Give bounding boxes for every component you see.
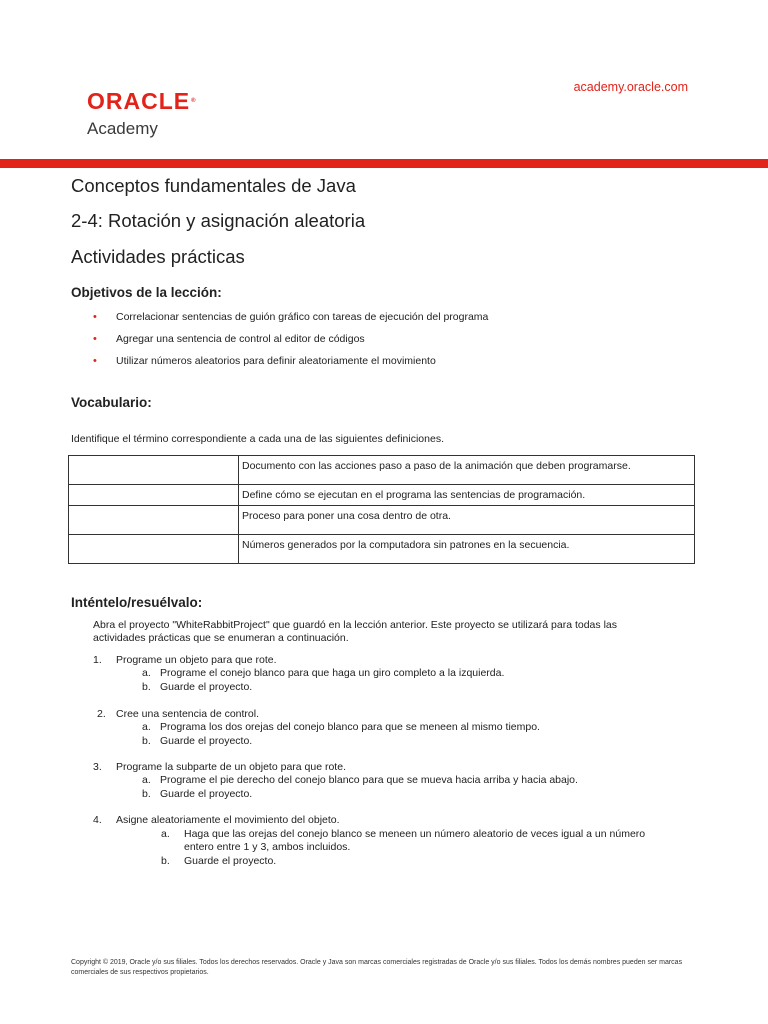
term-cell[interactable]	[69, 485, 239, 506]
task-text: Asigne aleatoriamente el movimiento del objeto.	[116, 814, 340, 826]
vocabulary-intro: Identifique el término correspondiente a cada una de las siguientes definiciones.	[71, 433, 444, 445]
objectives-list	[93, 311, 488, 377]
logo-word: ORACLE®	[87, 88, 197, 114]
subtask-text: Haga que las orejas del conejo blanco se meneen un número aleatorio de veces igual a un número	[184, 828, 646, 840]
subtask-label: b.	[142, 788, 151, 800]
subtask-label: a.	[142, 667, 151, 679]
subtask-text: Programe el conejo blanco para que haga un giro completo a la izquierda.	[160, 667, 505, 679]
subtask-text: Programe el pie derecho del conejo blanco para que se mueva hacia arriba y hacia abajo.	[160, 774, 578, 786]
table-row	[69, 456, 695, 485]
task-number: 3.	[93, 761, 102, 773]
subtask-text: Guarde el proyecto.	[160, 788, 253, 800]
subtask-text-continued: entero entre 1 y 3, ambos incluidos.	[184, 841, 351, 853]
definition-cell: Documento con las acciones paso a paso de la animación que deben programarse.	[239, 456, 695, 485]
subtask-label: a.	[142, 721, 151, 733]
subtask-label: a.	[161, 828, 170, 840]
table-row	[69, 485, 695, 506]
subtask-label: a.	[142, 774, 151, 786]
task-text: Programe un objeto para que rote.	[116, 654, 277, 666]
table-row	[69, 506, 695, 535]
list-item: • Correlacionar sentencias de guión gráfico con tareas de ejecución del programa	[93, 311, 489, 323]
copyright-footer: Copyright © 2019, Oracle y/o sus filiales. Todos los derechos reservados. Oracle y Java son marcas comerciales registradas de Oracle y/o sus filiales. Todos los demás nombres pueden ser marcas comerciales de sus respectivos propietarios.	[71, 959, 683, 976]
bullet-icon: •	[93, 333, 97, 345]
subtask-text: Guarde el proyecto.	[160, 735, 253, 747]
task-number: 1.	[93, 654, 102, 666]
oracle-academy-logo	[87, 88, 197, 139]
objectives-heading: Objetivos de la lección:	[71, 285, 222, 300]
lesson-title: 2-4: Rotación y asignación aleatoria	[71, 210, 366, 231]
task-text: Cree una sentencia de control.	[116, 708, 260, 720]
term-cell[interactable]	[69, 456, 239, 485]
subtask-label: b.	[161, 855, 170, 867]
list-item: • Utilizar números aleatorios para definir aleatoriamente el movimiento	[93, 355, 436, 367]
header-divider	[0, 159, 768, 168]
subtask-label: b.	[142, 735, 151, 747]
list-item: • Agregar una sentencia de control al editor de códigos	[93, 333, 365, 345]
activity-title: Actividades prácticas	[71, 246, 245, 267]
try-it-intro: Abra el proyecto "WhiteRabbitProject" que guardó en la lección anterior. Este proyecto se utilizará para todas las actividades prácticas que se enumeran a continuación.	[93, 619, 617, 644]
subtask-text: Programa los dos orejas del conejo blanco para que se meneen al mismo tiempo.	[160, 721, 540, 733]
task-number: 4.	[93, 814, 102, 826]
term-cell[interactable]	[69, 506, 239, 535]
vocabulary-table	[68, 455, 695, 564]
term-cell[interactable]	[69, 535, 239, 564]
definition-cell: Proceso para poner una cosa dentro de otra.	[239, 506, 695, 535]
definition-cell: Números generados por la computadora sin patrones en la secuencia.	[239, 535, 695, 564]
definition-cell: Define cómo se ejecutan en el programa las sentencias de programación.	[239, 485, 695, 506]
bullet-icon: •	[93, 355, 97, 367]
course-title: Conceptos fundamentales de Java	[71, 175, 356, 196]
vocabulary-heading: Vocabulario:	[71, 395, 152, 410]
task-text: Programe la subparte de un objeto para que rote.	[116, 761, 346, 773]
site-link[interactable]: academy.oracle.com	[573, 80, 688, 94]
try-it-heading: Inténtelo/resuélvalo:	[71, 595, 203, 610]
logo-sub: Academy	[87, 119, 158, 138]
subtask-label: b.	[142, 681, 151, 693]
table-row	[69, 535, 695, 564]
subtask-text: Guarde el proyecto.	[184, 855, 277, 867]
task-number: 2.	[97, 708, 106, 720]
subtask-text: Guarde el proyecto.	[160, 681, 253, 693]
bullet-icon: •	[93, 311, 97, 323]
